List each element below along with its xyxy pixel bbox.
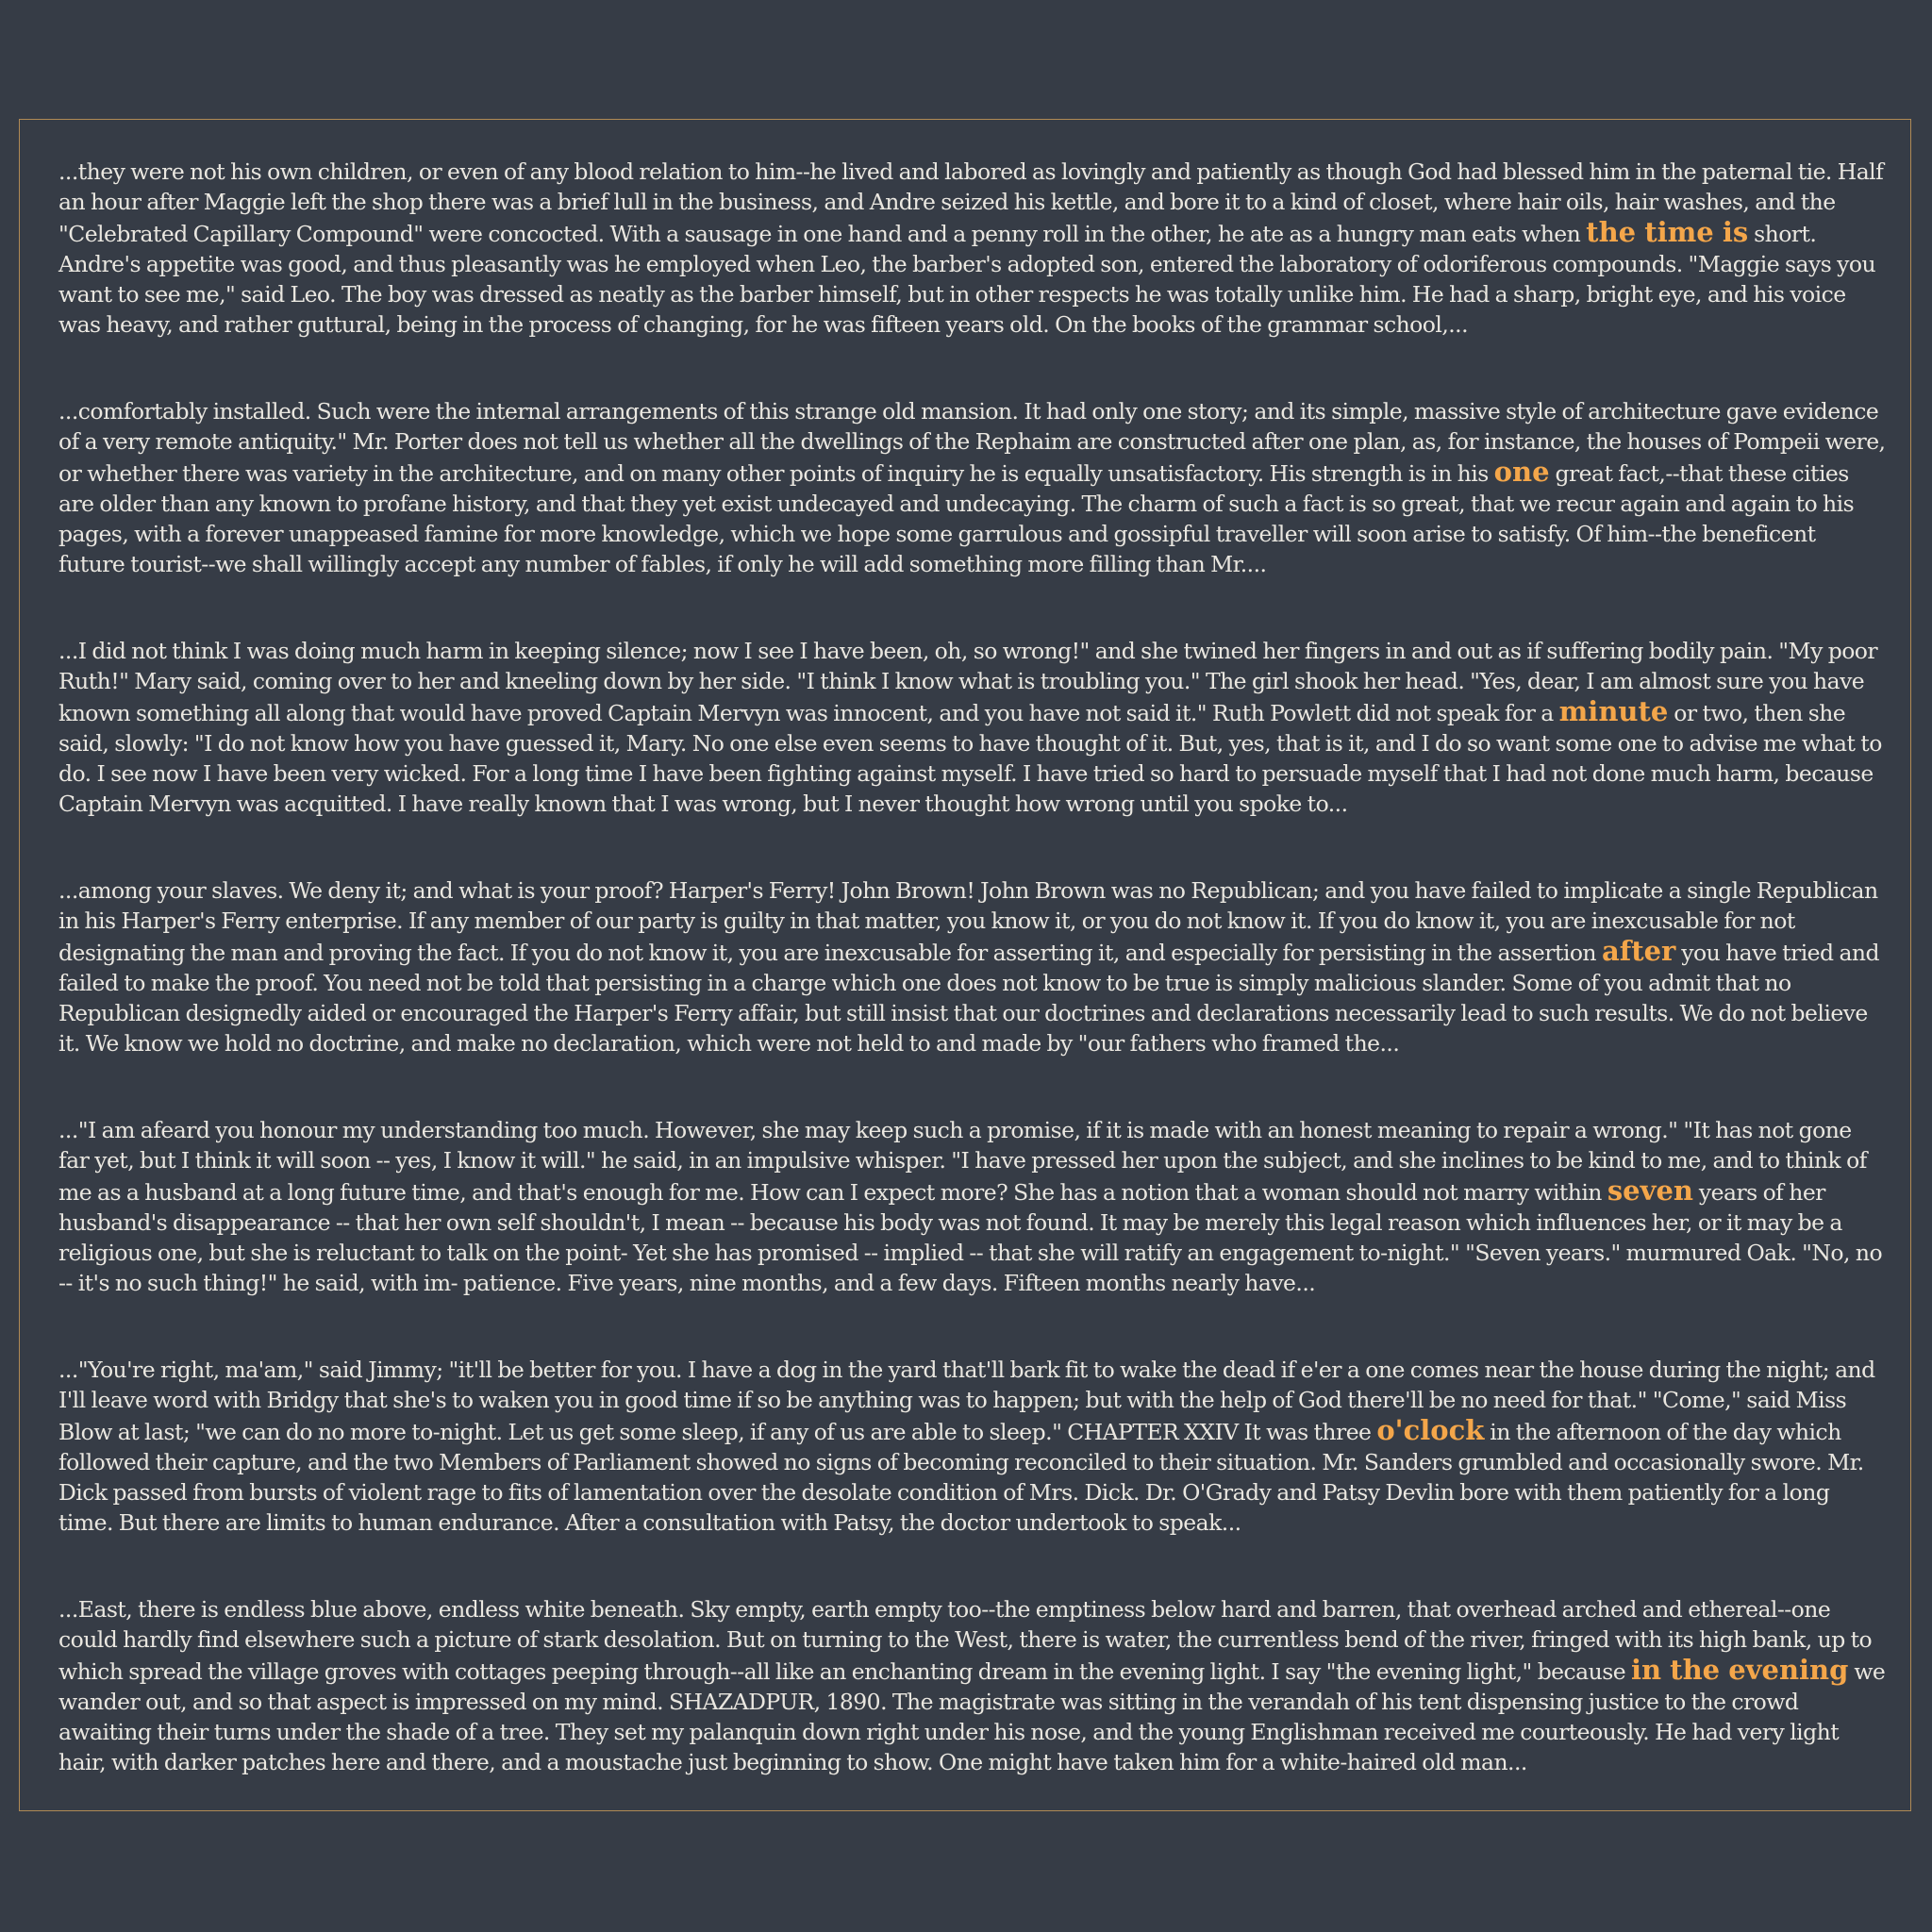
highlighted-phrase: o'clock [1376, 1414, 1485, 1446]
passage-text: ...comfortably installed. Such were the internal arrangements of this strange old mansion. It had only one story; and its simple, massive style of architecture gave evidence of a very remote antiquity." Mr. Porter does not tell us whether all the dwellings of the Rephaim are constructed after one plan, as, for instance, the houses of Pompeii were, or whether there was variety in the architecture, and on many other points of inquiry he is equally unsatisfactory. His strength is in his [58, 398, 1886, 487]
passage-text: ...I did not think I was doing much harm in keeping silence; now I see I have been, oh, so wrong!" and she twined her fingers in and out as if suffering bodily pain. "My poor Ruth!" Mary said, coming over to her and kneeling down by her side. "I think I know what is troubling you." The girl shook her head. "Yes, dear, I am almost sure you have known something all along that would have proved Captain Mervyn was innocent, and you have not said it." Ruth Powlett did not speak for a [58, 638, 1878, 726]
passage-text: ..."You're right, ma'am," said Jimmy; "it'll be better for you. I have a dog in the yard that'll bark fit to wake the dead if e'er a one comes near the house during the night; and I'll leave word with Bridgy that she's to waken you in good time if so be anything was to happen; but with the help of God there'll be no need for that." "Come," said Miss Blow at last; "we can do no more to-night. Let us get some sleep, if any of us are able to sleep." CHAPTER XXIV It was three [58, 1357, 1875, 1445]
passage-1 [58, 157, 1887, 340]
passage-text: you have tried and failed to make the proof. You need not be told that persisting in a charge which one does not know to be true is simply malicious slander. Some of you admit that no Republican designedly aided or encouraged the Harper's Ferry affair, but still insist that our doctrines and declarations necessarily lead to such results. We do not believe it. We know we hold no doctrine, and make no declaration, which were not held to and made by "our fathers who framed the... [58, 940, 1879, 1057]
passage-text: in the afternoon of the day which followed their capture, and the two Members of Parliament showed no signs of becoming reconciled to their situation. Mr. Sanders grumbled and occasionally swore. Mr. Dick passed from bursts of violent rage to fits of lamentation over the desolate condition of Mrs. Dick. Dr. O'Grady and Patsy Devlin bore with them patiently for a long time. But there are limits to human endurance. After a consultation with Patsy, the doctor undertook to speak... [58, 1419, 1864, 1536]
passage-6 [58, 1355, 1887, 1538]
passage-text: ...among your slaves. We deny it; and what is your proof? Harper's Ferry! John Brown! John Brown was no Republican; and you have failed to implicate a single Republican in his Harper's Ferry enterprise. If any member of our party is guilty in that matter, you know it, or you do not know it. If you do know it, you are inexcusable for not designating the man and proving the fact. If you do not know it, you are inexcusable for asserting it, and especially for persisting in the assertion [58, 877, 1878, 966]
passage-text: years of her husband's disappearance -- that her own self shouldn't, I mean -- because his body was not found. It may be merely this legal reason which influences her, or it may be a religious one, but she is reluctant to talk on the point- Yet she has promised -- implied -- that she will ratify an engagement to-night." "Seven years." murmured Oak. "No, no -- it's no such thing!" he said, with im- patience. Five years, nine months, and a few days. Fifteen months nearly have... [58, 1179, 1883, 1296]
passage-text: ...they were not his own children, or even of any blood relation to him--he lived and labored as lovingly and patiently as though God had blessed him in the paternal tie. Half an hour after Maggie left the shop there was a brief lull in the business, and Andre seized his kettle, and bore it to a kind of closet, where hair oils, hair washes, and the "Celebrated Capillary Compound" were concocted. With a sausage in one hand and a penny roll in the other, he ate as a hungry man eats when [58, 158, 1884, 247]
highlighted-phrase: after [1601, 935, 1676, 967]
highlighted-phrase: one [1493, 456, 1550, 488]
passage-4 [58, 875, 1887, 1058]
passage-2 [58, 396, 1887, 579]
passage-list [58, 157, 1887, 1777]
highlighted-phrase: in the evening [1630, 1654, 1849, 1686]
passage-7 [58, 1594, 1887, 1777]
highlighted-phrase: minute [1558, 695, 1669, 727]
passage-text: ...East, there is endless blue above, endless white beneath. Sky empty, earth empty too--the emptiness below hard and barren, that overhead arched and ethereal--one could hardly find elsewhere such a picture of stark desolation. But on turning to the West, there is water, the currentless bend of the river, fringed with its high bank, up to which spread the village groves with cottages peeping through--all like an enchanting dream in the evening light. I say "the evening light," because [58, 1596, 1873, 1685]
passage-5 [58, 1115, 1887, 1298]
passage-text: short. Andre's appetite was good, and thus pleasantly was he employed when Leo, the barber's adopted son, entered the laboratory of odoriferous compounds. "Maggie says you want to see me," said Leo. The boy was dressed as neatly as the barber himself, but in other respects he was totally unlike him. He had a sharp, bright eye, and his voice was heavy, and rather guttural, being in the process of changing, for he was fifteen years old. On the books of the grammar school,... [58, 221, 1876, 338]
passage-3 [58, 636, 1887, 819]
highlighted-phrase: the time is [1586, 216, 1749, 248]
passage-text: ..."I am afeard you honour my understanding too much. However, she may keep such a promise, if it is made with an honest meaning to repair a wrong." "It has not gone far yet, but I think it will soon -- yes, I know it will." he said, in an impulsive whisper. "I have pressed her upon the subject, and she inclines to be kind to me, and to think of me as a husband at a long future time, and that's enough for me. How can I expect more? She has a notion that a woman should not marry within [58, 1117, 1867, 1206]
highlighted-phrase: seven [1607, 1174, 1693, 1207]
passage-text: or two, then she said, slowly: "I do not know how you have guessed it, Mary. No one else even seems to have thought of it. But, yes, that is it, and I do so want some one to advise me what to do. I see now I have been very wicked. For a long time I have been fighting against myself. I have tried so hard to persuade myself that I had not done much harm, because Captain Mervyn was acquitted. I have really known that I was wrong, but I never thought how wrong until you spoke to... [58, 700, 1882, 817]
passage-text: great fact,--that these cities are older than any known to profane history, and that they yet exist undecayed and undecaying. The charm of such a fact is so great, that we recur again and again to his pages, with a forever unappeased famine for more knowledge, which we hope some garrulous and gossipful traveller will soon arise to satisfy. Of him--the beneficent future tourist--we shall willingly accept any number of fables, if only he will add something more filling than Mr.... [58, 460, 1855, 577]
passage-text: we wander out, and so that aspect is impressed on my mind. SHAZADPUR, 1890. The magistrate was sitting in the verandah of his tent dispensing justice to the crowd awaiting their turns under the shade of a tree. They set my palanquin down right under his nose, and the young Englishman received me courteously. He had very light hair, with darker patches here and there, and a moustache just beginning to show. One might have taken him for a white-haired old man... [58, 1658, 1886, 1775]
